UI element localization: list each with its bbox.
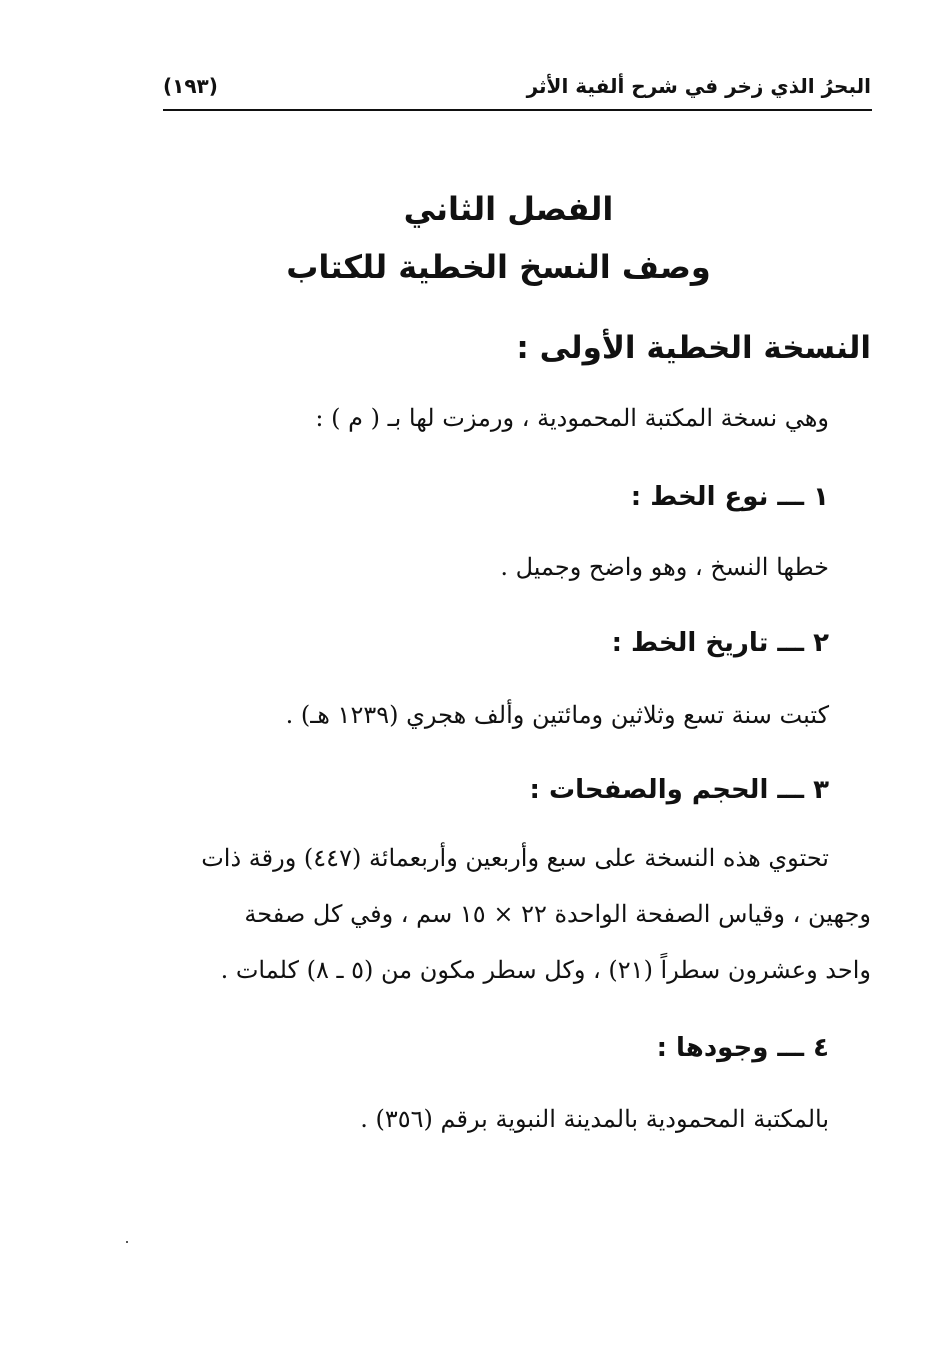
chapter-label: الفصل الثاني	[403, 190, 614, 228]
paragraph-line: وجهين ، وقياس الصفحة الواحدة ٢٢ × ١٥ سم ، وفي كل صفحة	[244, 900, 871, 928]
page-number: (١٩٣)	[163, 74, 218, 98]
paragraph-line: تحتوي هذه النسخة على سبع وأربعين وأربعمائة (٤٤٧) ورقة ذات	[201, 844, 829, 872]
item-text-location: بالمكتبة المحمودية بالمدينة النبوية برقم (٣٥٦) .	[360, 1105, 829, 1133]
item-heading-size-pages: ٣ ـــ الحجم والصفحات :	[529, 775, 829, 805]
item-heading-script-type: ١ ـــ نوع الخط :	[630, 482, 829, 512]
section-intro: وهي نسخة المكتبة المحمودية ، ورمزت لها بـ ( م ) :	[315, 404, 829, 432]
item-heading-script-date: ٢ ـــ تاريخ الخط :	[611, 628, 829, 658]
chapter-title: وصف النسخ الخطية للكتاب	[286, 248, 711, 286]
section-heading: النسخة الخطية الأولى :	[516, 330, 871, 366]
header-rule	[163, 109, 872, 111]
item-text-script-date: كتبت سنة تسع وثلاثين ومائتين وألف هجري (١٢٣٩ هـ) .	[285, 701, 829, 729]
scan-speck	[126, 1241, 128, 1243]
item-heading-location: ٤ ـــ وجودها :	[656, 1033, 829, 1063]
item-paragraph-size-pages	[165, 830, 871, 998]
paragraph-line: واحد وعشرون سطراً (٢١) ، وكل سطر مكون من (٥ ـ ٨) كلمات .	[220, 956, 871, 984]
item-text-script-type: خطها النسخ ، وهو واضح وجميل .	[500, 553, 829, 581]
running-header-title: البحرُ الذي زخر في شرح ألفية الأثر	[526, 74, 871, 98]
